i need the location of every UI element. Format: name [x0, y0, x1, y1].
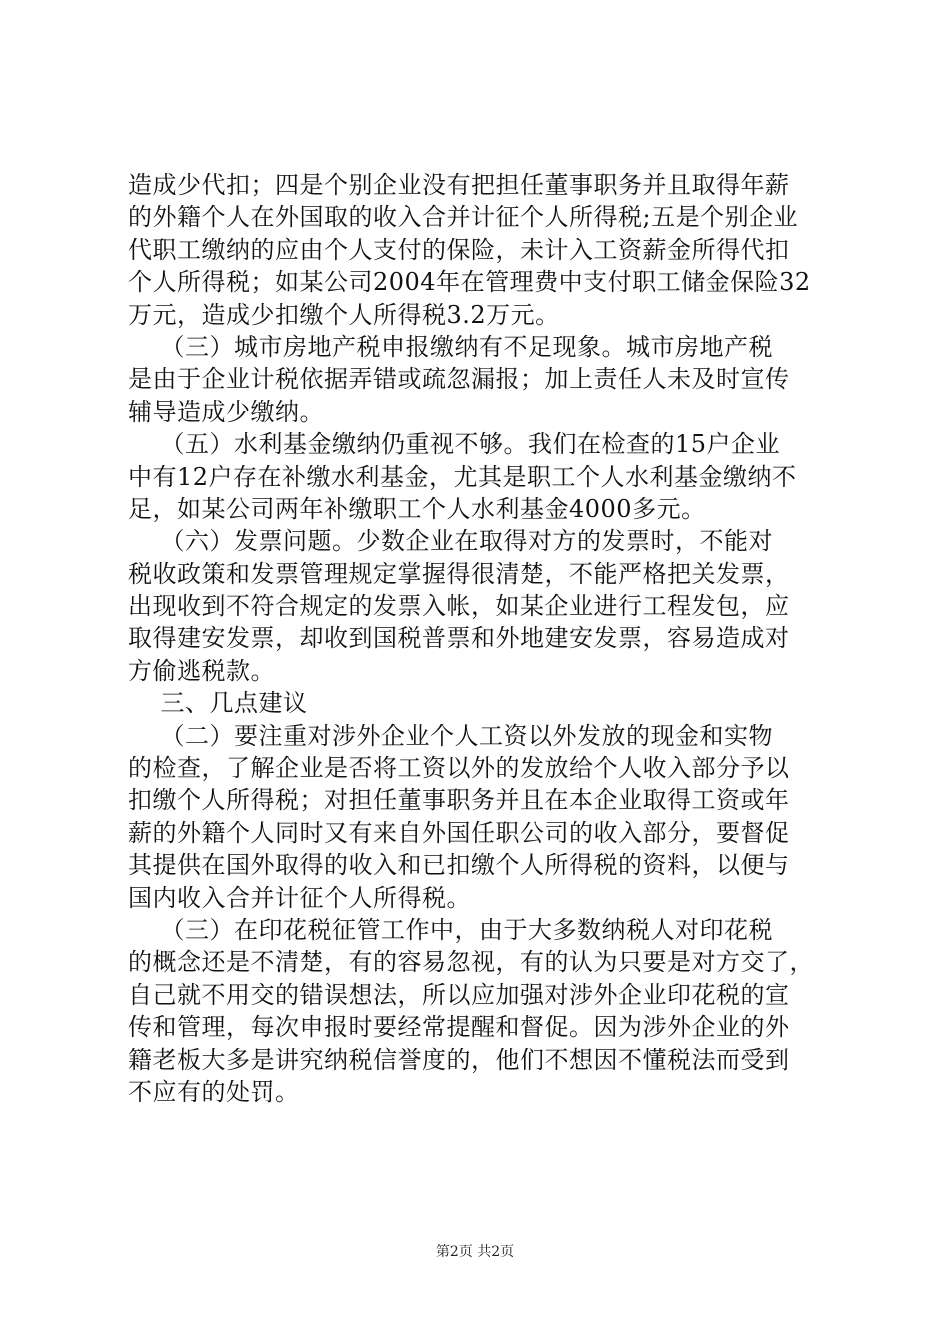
- text-line: 造成少代扣；四是个别企业没有把担任董事职务并且取得年薪: [128, 171, 790, 199]
- text-line: 不应有的处罚。: [128, 1077, 300, 1106]
- page-footer: [0, 1241, 950, 1261]
- text-line: 其提供在国外取得的收入和已扣缴个人所得税的资料，以便与: [128, 851, 790, 880]
- text-line: 税收政策和发票管理规定掌握得很清楚，不能严格把关发票，: [128, 559, 790, 588]
- text-line: 国内收入合并计征个人所得税。: [128, 883, 471, 912]
- text-line: 是由于企业计税依据弄错或疏忽漏报；加上责任人未及时宣传: [128, 365, 790, 394]
- text-line: 传和管理，每次申报时要经常提醒和督促。因为涉外企业的外: [128, 1013, 790, 1042]
- text-line: 方偷逃税款。: [128, 656, 275, 685]
- text-line: 万元，造成少扣缴个人所得税3.2万元。: [128, 300, 560, 329]
- text-line: 中有12户存在补缴水利基金，尤其是职工个人水利基金缴纳不: [128, 462, 797, 491]
- text-line: 扣缴个人所得税；对担任董事职务并且在本企业取得工资或年: [128, 786, 790, 815]
- text-line: 薪的外籍个人同时又有来自外国任职公司的收入部分，要督促: [128, 818, 790, 847]
- text-line: 出现收到不符合规定的发票入帐，如某企业进行工程发包，应: [128, 592, 790, 621]
- document-body: [128, 169, 828, 1108]
- text-line: （三）城市房地产税申报缴纳有不足现象。城市房地产税: [128, 332, 774, 361]
- text-line: 取得建安发票，却收到国税普票和外地建安发票，容易造成对: [128, 624, 790, 653]
- text-line: （五）水利基金缴纳仍重视不够。我们在检查的15户企业: [128, 430, 781, 459]
- text-line: （二）要注重对涉外企业个人工资以外发放的现金和实物: [128, 721, 774, 750]
- text-line: 代职工缴纳的应由个人支付的保险，未计入工资薪金所得代扣: [128, 235, 790, 264]
- text-line: （三）在印花税征管工作中，由于大多数纳税人对印花税: [128, 915, 774, 944]
- text-line: （六）发票问题。少数企业在取得对方的发票时，不能对: [128, 527, 774, 556]
- text-line: 足，如某公司两年补缴职工个人水利基金4000多元。: [128, 494, 706, 523]
- text-line: 的检查，了解企业是否将工资以外的发放给个人收入部分予以: [128, 754, 790, 783]
- page-number-label: 第2页 共2页: [435, 1244, 515, 1260]
- text-line: 的外籍个人在外国取的收入合并计征个人所得税;五是个别企业: [128, 203, 799, 232]
- text-line: 个人所得税；如某公司2004年在管理费中支付职工储金保险32: [128, 268, 811, 297]
- text-line: 的概念还是不清楚，有的容易忽视，有的认为只要是对方交了，: [128, 948, 814, 977]
- section-heading: 三、几点建议: [128, 689, 308, 718]
- text-line: 自己就不用交的错误想法，所以应加强对涉外企业印花税的宣: [128, 980, 790, 1009]
- text-line: 籍老板大多是讲究纳税信誉度的，他们不想因不懂税法而受到: [128, 1045, 790, 1074]
- text-line: 辅导造成少缴纳。: [128, 397, 324, 426]
